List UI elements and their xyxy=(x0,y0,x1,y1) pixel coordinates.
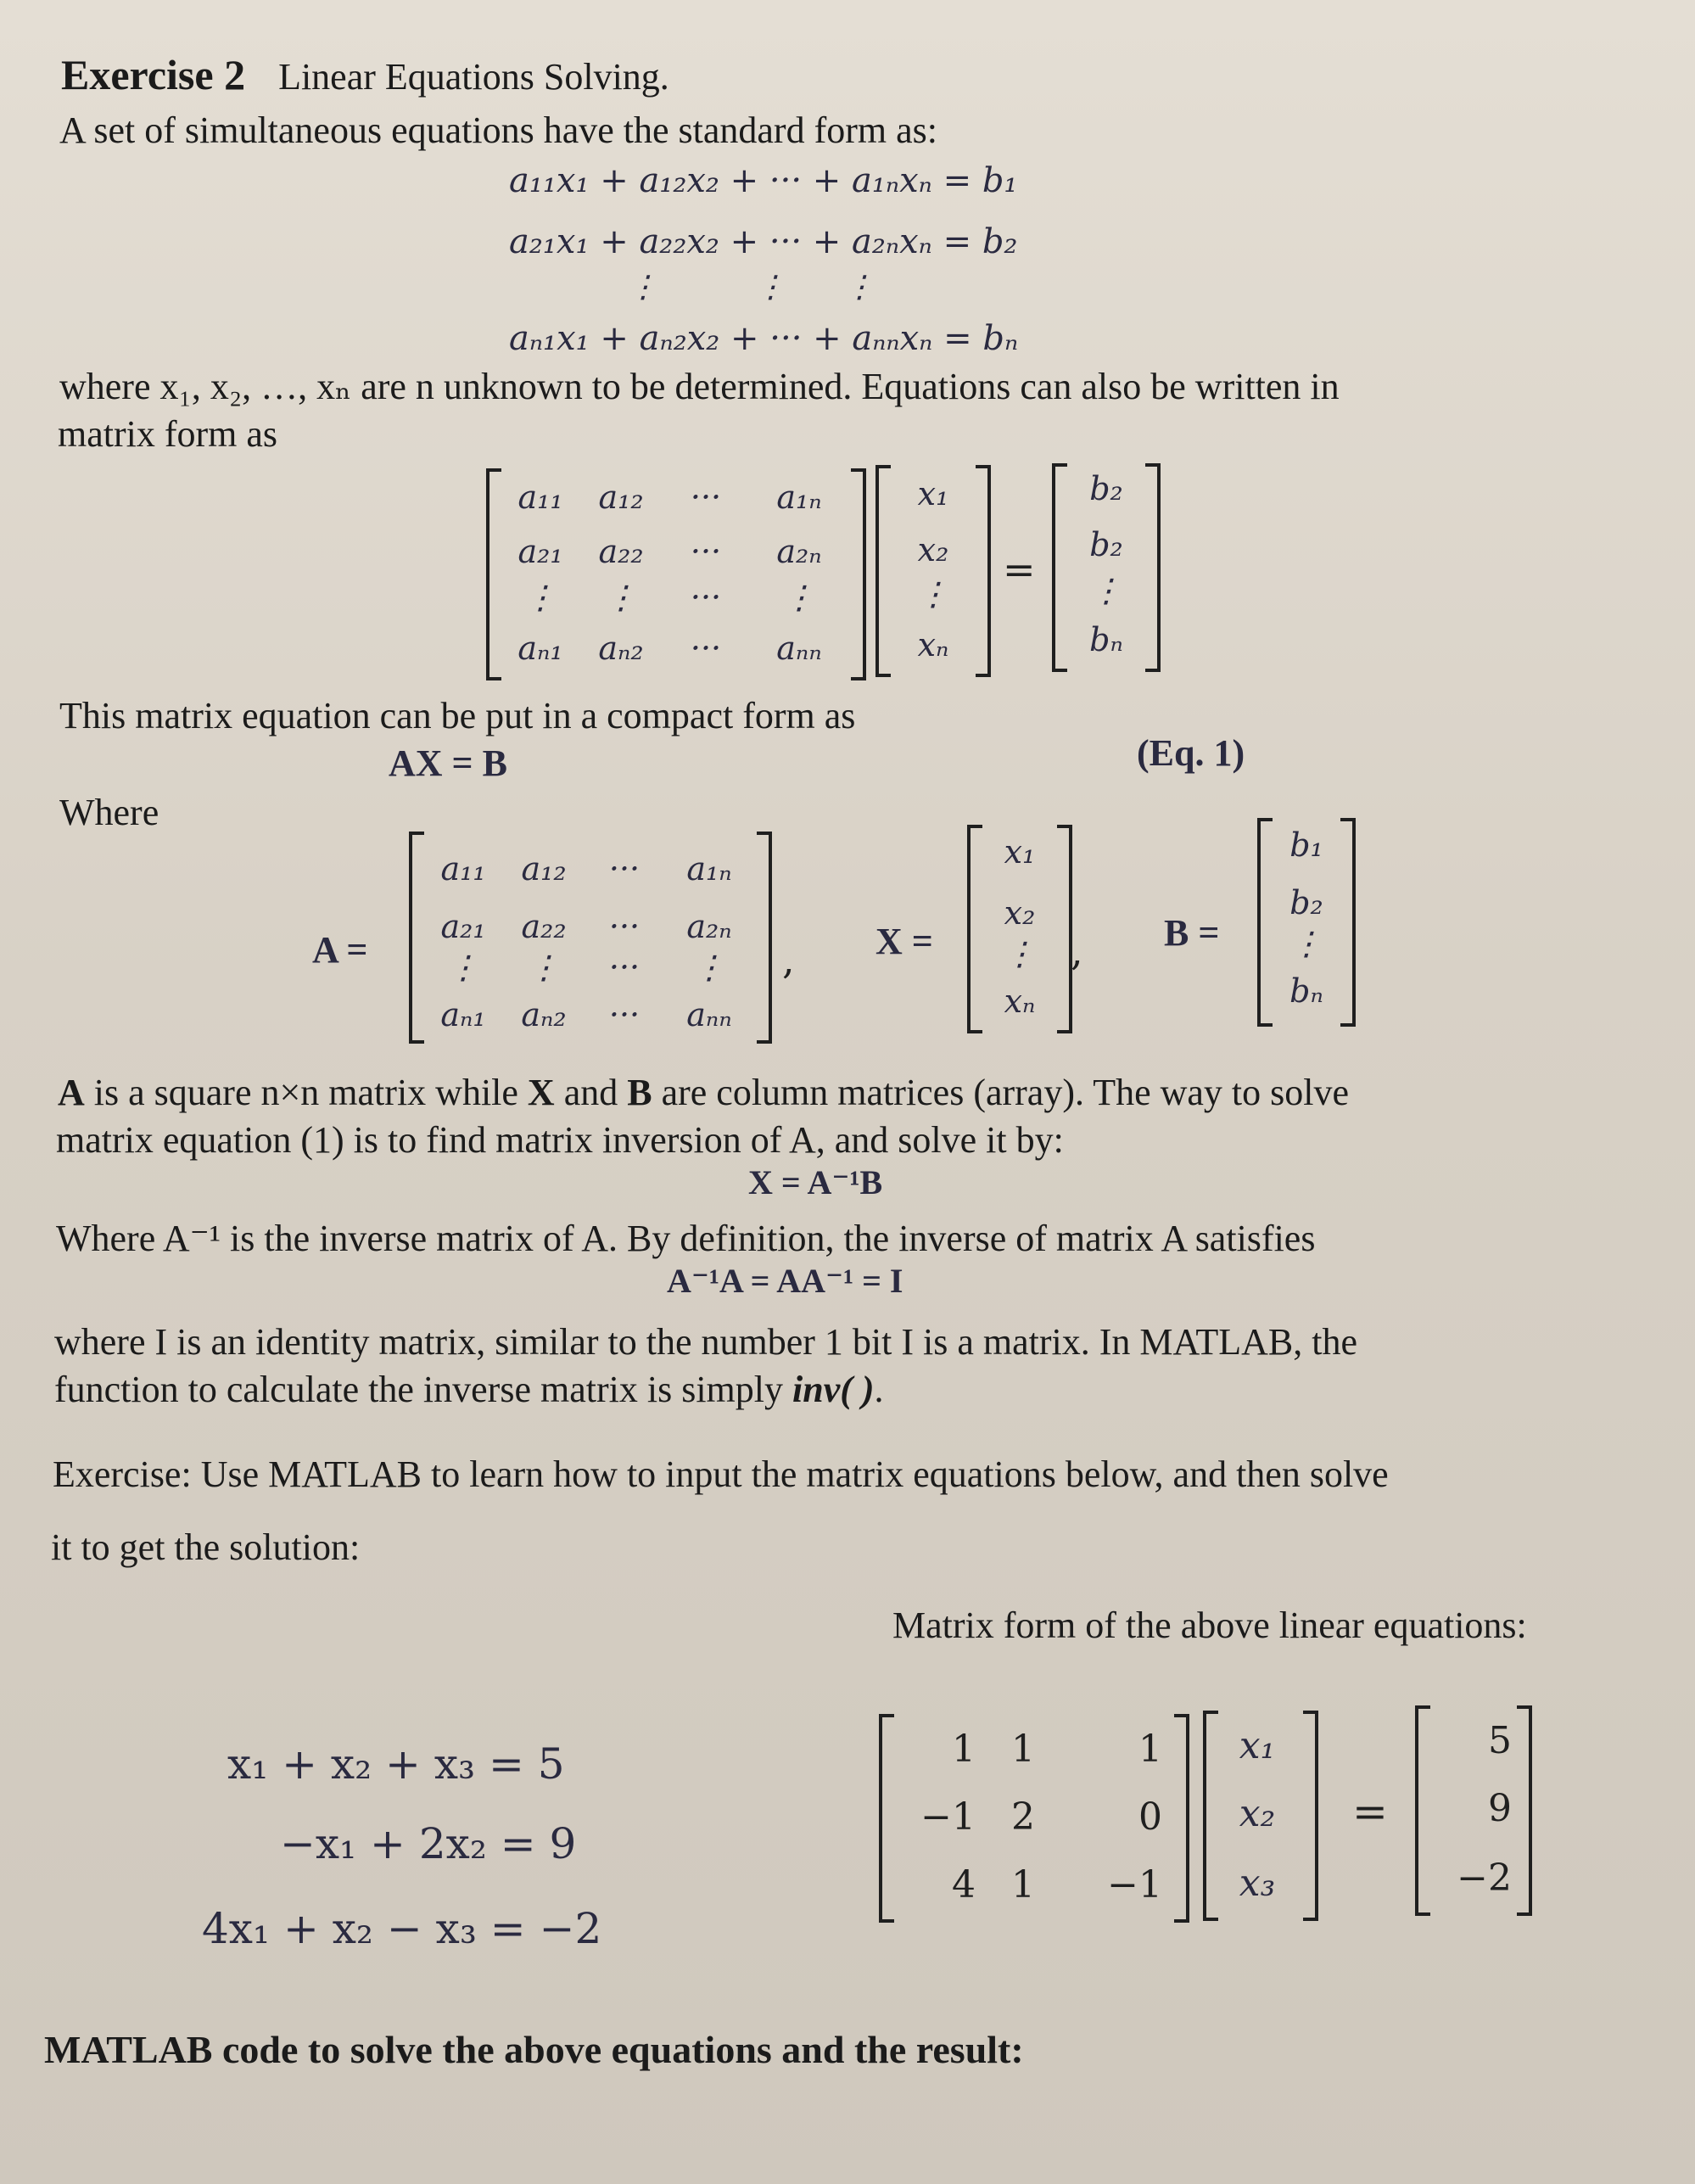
A-def-label: A = xyxy=(312,929,368,971)
general-matrix-B xyxy=(1052,463,1161,672)
inv-function: inv( ) xyxy=(792,1369,875,1410)
cell: a₁ₙ xyxy=(776,479,822,516)
cell: ··· xyxy=(690,479,722,516)
cell: 0 xyxy=(1138,1795,1162,1839)
cell: aₙ₁ xyxy=(517,630,563,667)
coefficient-matrix xyxy=(879,1714,1189,1923)
B-def-label: B = xyxy=(1164,912,1220,954)
matrix-form-label: Matrix form of the above linear equations: xyxy=(892,1604,1527,1646)
text: are column matrices (array). The way to solve xyxy=(652,1072,1350,1113)
matlab-code-heading: MATLAB code to solve the above equations and the result: xyxy=(44,2028,1024,2071)
inverse-definition-text: Where A⁻¹ is the inverse matrix of A. By definition, the inverse of matrix A satisfies xyxy=(56,1218,1316,1259)
identity-equation: A⁻¹A = AA⁻¹ = I xyxy=(667,1262,903,1300)
cell: x₃ xyxy=(1239,1862,1276,1905)
def-matrix-X xyxy=(967,825,1072,1033)
cell: a₁ₙ xyxy=(686,850,732,888)
cell: xₙ xyxy=(1004,983,1036,1020)
cell: a₁₁ xyxy=(440,850,486,888)
general-matrix-A xyxy=(486,468,866,680)
equals-sign: = xyxy=(1003,546,1036,592)
std-eq-n: aₙ₁x₁ + aₙ₂x₂ + ··· + aₙₙxₙ = bₙ xyxy=(509,319,1019,358)
text: and xyxy=(554,1072,628,1113)
def-matrix-A xyxy=(409,832,772,1044)
std-eq-2: a₂₁x₁ + a₂₂x₂ + ··· + a₂ₙxₙ = b₂ xyxy=(509,222,1018,261)
cell: bₙ xyxy=(1289,972,1323,1010)
cell: ⋮ xyxy=(528,949,560,986)
cell: b₁ xyxy=(1289,826,1323,864)
cell: a₂₂ xyxy=(598,533,644,570)
cell: ··· xyxy=(690,533,722,570)
cell: x₁ xyxy=(1004,833,1036,871)
cell: −1 xyxy=(920,1795,976,1839)
cell: 1 xyxy=(1011,1863,1035,1907)
unknowns-vector xyxy=(1203,1711,1318,1921)
cell: 1 xyxy=(952,1728,976,1771)
where-unknowns-line2: matrix form as xyxy=(58,413,278,455)
where-label: Where xyxy=(59,792,159,833)
comma: , xyxy=(1071,928,1083,974)
cell: a₂ₙ xyxy=(686,908,732,945)
exercise-label: Exercise 2 xyxy=(61,51,246,98)
cell: 1 xyxy=(1138,1728,1162,1771)
text: . xyxy=(874,1369,884,1410)
cell: ··· xyxy=(608,996,641,1033)
B-symbol: B xyxy=(627,1072,652,1113)
X-def-label: X = xyxy=(875,921,933,962)
cell: ··· xyxy=(608,850,641,888)
cell: a₂₁ xyxy=(440,908,486,945)
square-matrix-line2: matrix equation (1) is to find matrix inversion of A, and solve it by: xyxy=(56,1119,1064,1161)
cell: x₂ xyxy=(917,531,949,568)
cell: ⋮ xyxy=(447,949,479,986)
cell: b₂ xyxy=(1089,470,1123,507)
cell: ··· xyxy=(608,949,641,986)
cell: ··· xyxy=(690,579,722,616)
cell: 2 xyxy=(1011,1795,1035,1839)
identity-text-line2 xyxy=(54,1368,884,1413)
where-unknowns-line1: where x₁, x₂, …, xₙ are n unknown to be determined. Equations can also be written in xyxy=(59,366,1340,407)
intro-text: A set of simultaneous equations have the standard form as: xyxy=(59,109,937,151)
cell: ⋮ xyxy=(693,949,725,986)
cell: a₂₁ xyxy=(517,533,563,570)
cell: 1 xyxy=(1011,1728,1035,1771)
cell: ··· xyxy=(608,908,641,945)
cell: 9 xyxy=(1488,1787,1512,1830)
cell: −1 xyxy=(1107,1863,1162,1907)
cell: aₙₙ xyxy=(776,630,822,667)
cell: ⋮ xyxy=(783,579,815,616)
std-eq-dots: ⋮ ⋮ ⋮ xyxy=(628,270,875,305)
X-symbol: X xyxy=(527,1072,555,1113)
text: is a square n×n matrix while xyxy=(84,1072,528,1113)
identity-text-line1: where I is an identity matrix, similar to the number 1 bit I is a matrix. In MATLAB, the xyxy=(54,1321,1358,1363)
std-eq-1: a₁₁x₁ + a₁₂x₂ + ··· + a₁ₙxₙ = b₁ xyxy=(509,161,1018,200)
cell: a₁₂ xyxy=(521,850,567,888)
def-matrix-B xyxy=(1257,818,1356,1027)
cell: x₂ xyxy=(1004,894,1036,932)
inverse-solution-equation: X = A⁻¹B xyxy=(748,1163,883,1201)
cell: x₂ xyxy=(1239,1792,1276,1835)
cell: bₙ xyxy=(1089,621,1123,658)
exercise-title: Linear Equations Solving. xyxy=(278,56,669,98)
equation-label: (Eq. 1) xyxy=(1137,732,1245,774)
cell: ⋮ xyxy=(1290,925,1323,962)
equals-sign: = xyxy=(1352,1787,1388,1836)
exercise-heading xyxy=(61,49,669,100)
system-eq-2: −x₁ + 2x₂ = 9 xyxy=(280,1819,577,1868)
cell: 5 xyxy=(1488,1719,1512,1762)
cell: ··· xyxy=(690,630,722,667)
comma: , xyxy=(782,937,795,983)
cell: a₁₂ xyxy=(598,479,644,516)
compact-equation: AX = B xyxy=(389,742,507,784)
cell: a₁₁ xyxy=(517,479,563,516)
cell: xₙ xyxy=(917,626,949,664)
exercise-text-line1: Exercise: Use MATLAB to learn how to input the matrix equations below, and then solve xyxy=(53,1453,1389,1495)
cell: aₙ₂ xyxy=(598,630,644,667)
cell: 4 xyxy=(952,1863,976,1907)
exercise-text-line2: it to get the solution: xyxy=(51,1526,361,1568)
system-eq-3: 4x₁ + x₂ − x₃ = −2 xyxy=(202,1904,602,1953)
cell: ⋮ xyxy=(1090,572,1122,609)
cell: aₙ₁ xyxy=(440,996,486,1033)
cell: ⋮ xyxy=(524,579,557,616)
constants-vector xyxy=(1415,1705,1532,1916)
cell: ⋮ xyxy=(605,579,637,616)
cell: x₁ xyxy=(917,475,949,512)
system-eq-1: x₁ + x₂ + x₃ = 5 xyxy=(227,1739,565,1789)
A-symbol: A xyxy=(58,1072,85,1113)
cell: x₁ xyxy=(1239,1724,1276,1767)
cell: b₂ xyxy=(1089,526,1123,563)
general-matrix-X xyxy=(875,465,991,677)
text: function to calculate the inverse matrix is simply xyxy=(54,1369,792,1410)
cell: −2 xyxy=(1457,1856,1512,1900)
cell: a₂ₙ xyxy=(776,533,822,570)
square-matrix-line1 xyxy=(58,1071,1349,1116)
cell: a₂₂ xyxy=(521,908,567,945)
cell: ⋮ xyxy=(917,575,949,613)
cell: b₂ xyxy=(1289,884,1323,921)
cell: ⋮ xyxy=(1004,935,1036,972)
cell: aₙ₂ xyxy=(521,996,567,1033)
cell: aₙₙ xyxy=(686,996,732,1033)
compact-form-text: This matrix equation can be put in a compact form as xyxy=(59,695,856,736)
